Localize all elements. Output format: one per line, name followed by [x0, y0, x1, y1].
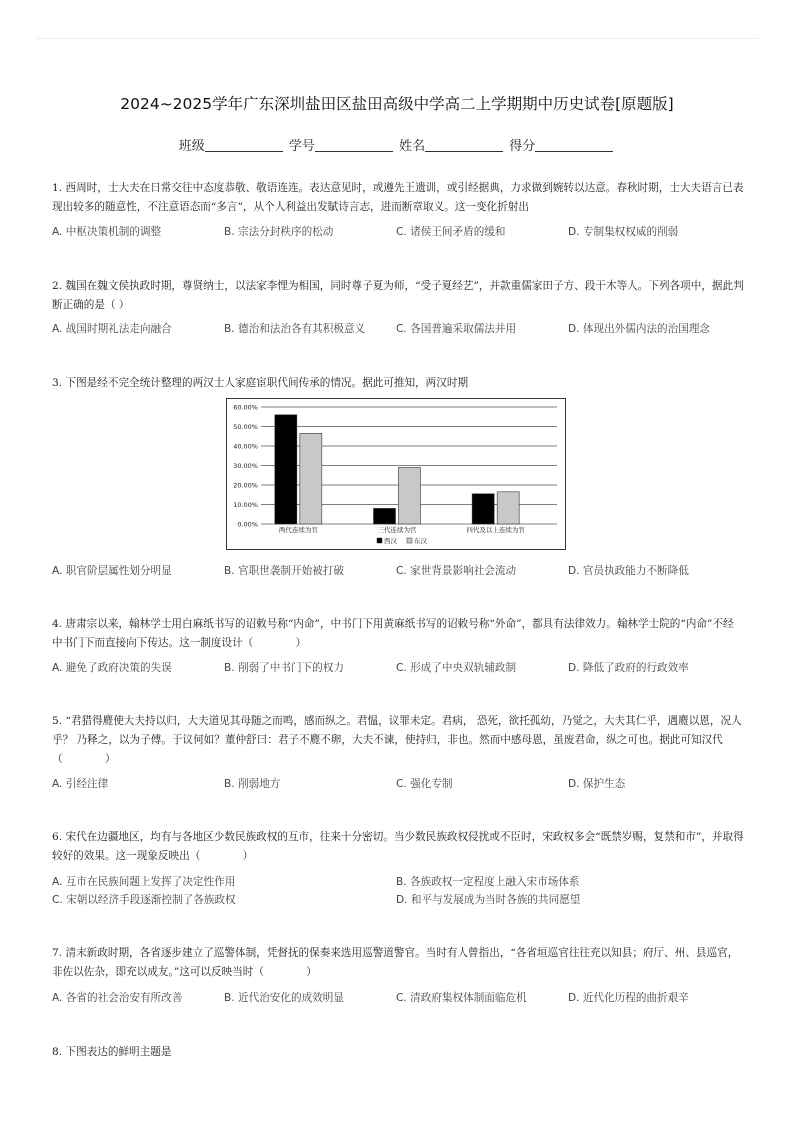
bar	[275, 415, 297, 524]
option-d[interactable]: D. 近代化历程的曲折艰辛	[568, 992, 689, 1004]
x-tick-label: 两代连续为官	[278, 526, 318, 534]
option-b[interactable]: B. 各族政权一定程度上融入宋市场体系	[396, 876, 580, 888]
bar	[374, 508, 396, 524]
option-d[interactable]: D. 和平与发展成为当时各族的共同愿望	[396, 894, 581, 906]
question-4: 4. 唐肃宗以来，翰林学士用白麻纸书写的诏敕号称“内命”，中书门下用黄麻纸书写的诏敕号称“外命”，都具有法律效力。翰林学士院的“内命”不经中书门下而直接向下传达。这一制度设计（ ）	[52, 618, 734, 649]
option-d[interactable]: D. 保护生态	[568, 778, 626, 790]
x-tick-label: 四代及以上连续为官	[466, 526, 525, 534]
question-5: 5. “君猎得麑使大夫持以归，大夫道见其母随之而鸣，感而纵之。君愠，议罪未定。君病， 恐死，欲托孤幼，乃觉之，大夫其仁乎，遇麑以恩，况人乎？ 乃释之，以为子傅。于议何如？董仲舒曰：君子不麑不卵，大夫不谏，使持归，非也。然而中感母恩，虽废君命，纵之可也。据此可知汉代（ ）	[52, 715, 742, 765]
option-a[interactable]: A. 中枢决策机制的调整	[52, 226, 162, 238]
option-d[interactable]: D. 官员执政能力不断降低	[568, 565, 689, 577]
y-tick-label: 50.00%	[233, 423, 258, 431]
legend-label: 西汉	[384, 537, 397, 545]
y-tick-label: 40.00%	[233, 442, 258, 451]
legend-swatch	[377, 538, 382, 543]
score-label: 得分	[509, 139, 536, 154]
page-title: 2024~2025学年广东深圳盐田区盐田高级中学高二上学期期中历史试卷[原题版]	[120, 95, 674, 113]
question-7: 7. 清末新政时期，各省逐步建立了巡警体制，凭督抚的保奏来选用巡警道警官。当时有人曾指出，“各省垣巡官往往充以知县；府厅、州、县巡官，非佐以佐杂，即充以成友。”这可以反映当时（ ）	[52, 947, 739, 978]
option-c[interactable]: C. 强化专制	[396, 778, 453, 790]
question-6: 6. 宋代在边疆地区，均有与各地区少数民族政权的互市，往来十分密切。当少数民族政权侵扰或不臣时，宋政权多会“既禁岁赐，复禁和市”，并取得较好的效果。这一现象反映出（ ）	[52, 831, 744, 862]
question-2: 2. 魏国在魏文侯执政时期，尊贤纳士，以法家李悝为相国，同时尊子夏为师，“受子夏经艺”，并款重儒家田子方、段干木等人。下列各项中，据此判断正确的是（ ）	[52, 280, 744, 311]
header-divider	[36, 38, 758, 39]
option-d[interactable]: D. 体现出外儒内法的治国理念	[568, 323, 711, 335]
legend-label: 东汉	[414, 537, 427, 545]
x-tick-label: 三代连续为官	[377, 526, 417, 534]
class-blank[interactable]	[205, 139, 283, 152]
option-a[interactable]: A. 各省的社会治安有所改善	[52, 992, 183, 1004]
option-b[interactable]: B. 宗法分封秩序的松动	[224, 226, 334, 238]
option-d[interactable]: D. 专制集权权威的削弱	[568, 226, 679, 238]
option-c[interactable]: C. 清政府集权体制面临危机	[396, 992, 527, 1004]
bar	[300, 433, 322, 524]
y-tick-label: 0.00%	[237, 520, 258, 529]
option-a[interactable]: A. 避免了政府决策的失误	[52, 662, 172, 674]
legend-swatch	[407, 538, 412, 543]
score-blank[interactable]	[535, 139, 613, 152]
option-d[interactable]: D. 降低了政府的行政效率	[568, 662, 689, 674]
bar-chart	[226, 398, 566, 550]
option-c[interactable]: C. 形成了中央双轨辅政制	[396, 662, 517, 674]
option-b[interactable]: B. 近代治安化的成效明显	[224, 992, 344, 1004]
student-number-label: 学号	[288, 139, 315, 154]
class-label: 班级	[178, 139, 205, 154]
question-3: 3. 下图是经不完全统计整理的两汉士人家庭宦职代间传承的情况。据此可推知，两汉时期	[52, 377, 469, 389]
option-c[interactable]: C. 宋朝以经济手段逐渐控制了各族政权	[52, 894, 236, 906]
option-a[interactable]: A. 职官阶层属性划分明显	[52, 565, 172, 577]
question-1: 1. 西周时，士大夫在日常交往中态度恭敬、敬语连连。表达意见时，或遵先王遗训，或引经据典，力求做到婉转以达意。春秋时期，士大夫语言已表现出较多的随意性，不注意语态而“多言”，从个人利益出发賦诗言志，进而断章取义。这一变化折射出	[52, 182, 744, 213]
y-tick-label: 20.00%	[233, 481, 258, 490]
option-a[interactable]: A. 战国时期礼法走向融合	[52, 323, 172, 335]
y-tick-label: 60.00%	[233, 403, 258, 412]
student-info-line	[0, 135, 794, 154]
option-c[interactable]: C. 各国普遍采取儒法并用	[396, 323, 517, 335]
y-tick-label: 10.00%	[233, 501, 258, 509]
option-b[interactable]: B. 德治和法治各有其积极意义	[224, 323, 366, 335]
bar	[497, 492, 519, 524]
name-label: 姓名	[399, 139, 426, 154]
option-b[interactable]: B. 官职世袭制开始被打破	[224, 565, 344, 577]
student-number-blank[interactable]	[315, 139, 393, 152]
option-c[interactable]: C. 诸侯王间矛盾的缓和	[396, 226, 506, 238]
name-blank[interactable]	[425, 139, 503, 152]
option-c[interactable]: C. 家世背景影响社会流动	[396, 565, 517, 577]
y-tick-label: 30.00%	[233, 462, 258, 470]
bar-chart-svg	[227, 399, 565, 549]
bar	[472, 494, 494, 524]
option-b[interactable]: B. 削弱地方	[224, 778, 281, 790]
option-a[interactable]: A. 互市在民族间题上发挥了决定性作用	[52, 876, 236, 888]
question-8: 8. 下图表达的鲜明主题是	[52, 1046, 172, 1058]
option-a[interactable]: A. 引经注律	[52, 778, 109, 790]
option-b[interactable]: B. 削弱了中书门下的权力	[224, 662, 344, 674]
bar	[399, 467, 421, 524]
